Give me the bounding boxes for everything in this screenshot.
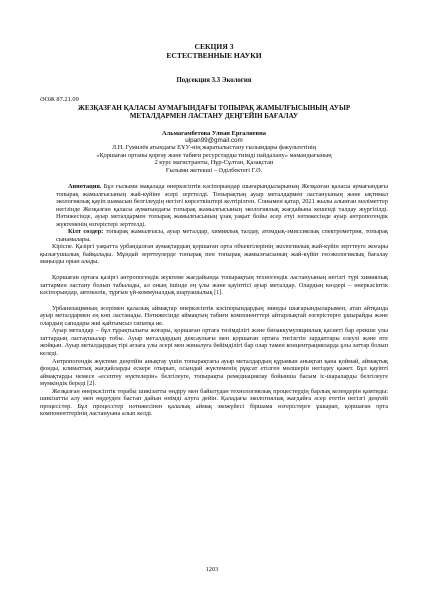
affiliation-line: Л.Н. Гумилёв атындағы ЕҰУ-нің жаратылыстану ғылымдары факультетінің — [111, 144, 317, 152]
udk-code: ӘОЖ 87.21.09 — [40, 96, 79, 103]
abstract — [56, 183, 388, 228]
title-line: МЕТАЛДАРМЕН ЛАСТАНУ ДЕҢГЕЙІН БАҒАЛАУ — [129, 112, 299, 121]
affiliation — [40, 144, 388, 174]
paragraph: Урбанизацияның әсерімен қалалық аймақтар өнеркәсіптік кәсіпорындардың зиянды шығарындыларымен, атап айтқанда ауыр металдармен ең көп ластанады. Нәтижесінде аймақтың табиғи компоненттері айтарлықтай өзгерістерге ұшырайды және олардың сападары жиі қайтымсыз сипатқа ие. — [40, 304, 388, 327]
affiliation-line: «Қоршаған ортаны қорғау және табиғи ресурстарды тиімді пайдалану» мамандығының — [96, 151, 332, 159]
abstract-block — [40, 183, 388, 243]
abstract-label: Аннотация. — [68, 183, 102, 191]
page-number: 1203 — [205, 566, 219, 573]
abstract-text: Бұл ғылыми мақалада өнеркәсіптік кәсіпорындар шығарындыларының Жезқазған қаласы аумағындағы топырақ жамылғысының жай-күйіне әсері зерттелді. Топырақтың ауыр металдармен ластануының және ықтимал экологиялық қауіп шамасын белгілеудің негізгі көрсеткіштері келтірілген. Сонымен қатар, 2021 жылы алынған мәліметтер негізінде Жезқазған қаласы аумағындағы топырақ жамылғысының экологиялық жағдайына кешенді талдау жүргізілді. Нәтижесінде, ауыр металдармен топырақ жамылғысының ұзақ уақыт бойы әсер етуі нәтижесінде ауыр антропогендік жүктеменің өзгерістері зерттелді. — [56, 183, 388, 228]
paragraph: Антропогендік жүктеме деңгейін анықтау үшін топырақтағы ауыр металдардың құрамын анықтап қана қоймай, аймақтық фонды, климаттық жағдайларды ескере отырып, осындай жүктеменің рұқсат етілген мөлшерін негіздеу қажет. Бұл қауіпті аймақтарды немесе «есептеу нүктелерін» белгілеуге, топырақты ремедиациялау бойынша басым іс-шараларды белгілеуге мүмкіндік береді [2]. — [40, 357, 388, 388]
affiliation-line: 2 курс магистранты, Нұр-Сұлтан, Қазақстан — [154, 159, 274, 167]
article-title — [40, 104, 388, 121]
keywords-text: топырақ жамылғысы, ауыр металдар, химиялық талдау, атомдық-эмиссиялық спектрометрия, топырақ сынамалары. — [56, 228, 388, 243]
title-line: ЖЕЗҚАЗҒАН ҚАЛАСЫ АУМАҒЫНДАҒЫ ТОПЫРАҚ ЖАМЫЛҒЫСЫНЫҢ АУЫР — [77, 104, 351, 112]
section-number: СЕКЦИЯ 3 — [194, 42, 234, 51]
paragraph: Жезқазған өнеркәсіптік торабы шикізатты өндіру мен байытудан технологиялық процестердің барлық кезеңдерін қамтиды: шикізатты алу мен өңдеуден бастап дайын өнімді алуға дейін. Қаладағы экологиялық жағдайға әсер ететін негізгі деңгейі процесстер. Бұл процесстер нәтижесінен қалалық аймақ экожүйесі біршама өзгерістерге ұшырап, қоршаған орта компоненттерінің ластануына алып келді. — [40, 387, 388, 418]
paragraph: Ауыр металдар – бұл тұрақтылығы жоғары, қоршаған ортаға төзімділігі және биоаккумуляциялық қасиеті бар ерекше улы заттардың ластаушылар тобы. Ауыр металдардың дексаулығы мен қоршаған ортаға тигізетін зардаптары елеулі және өте жойқын. Ауыр металдардың тірі ағзаға улы әсері мен жиналуға бейімділігі бар олар тамен концентрацияларда ұлы заттар болып келеді. — [40, 327, 388, 357]
paragraph: Қоршаған ортаға қазіргі антропогендік жүктеме жағдайында топырақтың техногендік ластануының негізгі түрі химиялық заттармен ластану болып табылады, ал оның ішінде ең ұлы және қауіптісі ауыр металдар. Олардың көздері – өнеркәсіптік кәсіпорындар, автокөлік, тұрғын үй-коммуналдық шаруашылық [1]. — [40, 274, 388, 297]
article-body — [40, 183, 388, 418]
section-title: ЕСТЕСТВЕННЫЕ НАУКИ — [166, 51, 262, 60]
keywords — [56, 228, 388, 243]
author-email[interactable]: ulpan99@gmail.com — [185, 137, 243, 145]
author-name: Альмагамбетова Улпан Ергалиевна — [162, 129, 266, 137]
affiliation-line: Ғылыми жетекші – Әділбектеғі Г.Ә. — [165, 166, 263, 174]
keywords-label: Кілт сөздер: — [68, 228, 104, 236]
paragraph-intro: Кіріспе. Қазіргі уақытта урбандалған аумақтардың қоршаған орта объектілерінің экологиялық жай-күйін зерттеуге жоғары қызығушылық байқалады. Мұндай зерттеулерде топырақ пен топырақ жамылғысының жай-күйін геоэкологиялық бағалау маңызды орын алады. — [40, 243, 388, 266]
subsection-title: Подсекция 3.3 Экология — [176, 77, 252, 84]
